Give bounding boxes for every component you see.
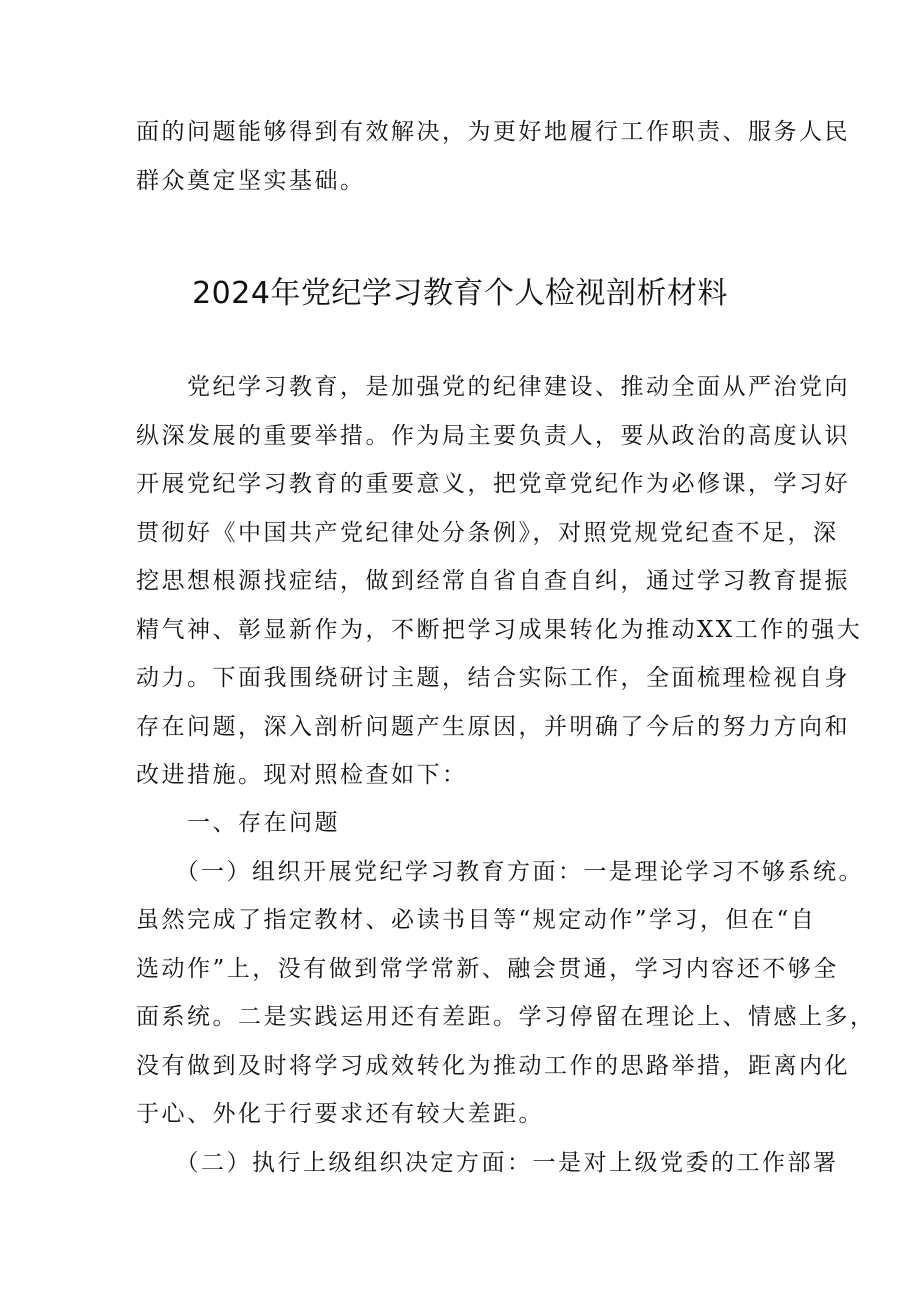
body-line-11: 改进措施。现对照检查如下：	[136, 762, 468, 788]
body-line-7: 挖思想根源找症结，做到经常自省自查自纠，通过学习教育提振	[136, 568, 850, 594]
body-line-17: 没有做到及时将学习成效转化为推动工作的思路举措，距离内化	[136, 1053, 850, 1079]
body-line-15: 选动作”上，没有做到常学常新、融会贯通，学习内容还不够全	[136, 956, 839, 982]
body-line-5: 开展党纪学习教育的重要意义，把党章党纪作为必修课，学习好	[136, 471, 850, 497]
body-line-2: 群众奠定坚实基础。	[136, 168, 366, 194]
body-line-9: 动力。下面我围绕研讨主题，结合实际工作，全面梳理检视自身	[136, 665, 850, 691]
body-line-14: 虽然完成了指定教材、必读书目等“规定动作”学习，但在“自	[136, 907, 817, 933]
body-line-16: 面系统。二是实践运用还有差距。学习停留在理论上、情感上多，	[136, 1004, 876, 1030]
body-line-6: 贯彻好《中国共产党纪律处分条例》，对照党规党纪查不足，深	[136, 520, 839, 546]
document-title: 2024年党纪学习教育个人检视剖析材料	[192, 276, 728, 311]
body-line-4: 纵深发展的重要举措。作为局主要负责人，要从政治的高度认识	[136, 423, 850, 449]
body-line-1: 面的问题能够得到有效解决，为更好地履行工作职责、服务人民	[136, 119, 850, 145]
body-line-19: （二）执行上级组织决定方面：一是对上级党委的工作部署	[136, 1150, 839, 1176]
body-line-3: 党纪学习教育，是加强党的纪律建设、推动全面从严治党向	[136, 374, 850, 400]
body-line-13: （一）组织开展党纪学习教育方面：一是理论学习不够系统。	[136, 859, 864, 885]
body-line-8: 精气神、彰显新作为，不断把学习成果转化为推动XX工作的强大	[136, 617, 863, 643]
section-heading: 一、存在问题	[136, 810, 340, 836]
body-line-18: 于心、外化于行要求还有较大差距。	[136, 1101, 544, 1127]
body-line-10: 存在问题，深入剖析问题产生原因，并明确了今后的努力方向和	[136, 714, 850, 740]
